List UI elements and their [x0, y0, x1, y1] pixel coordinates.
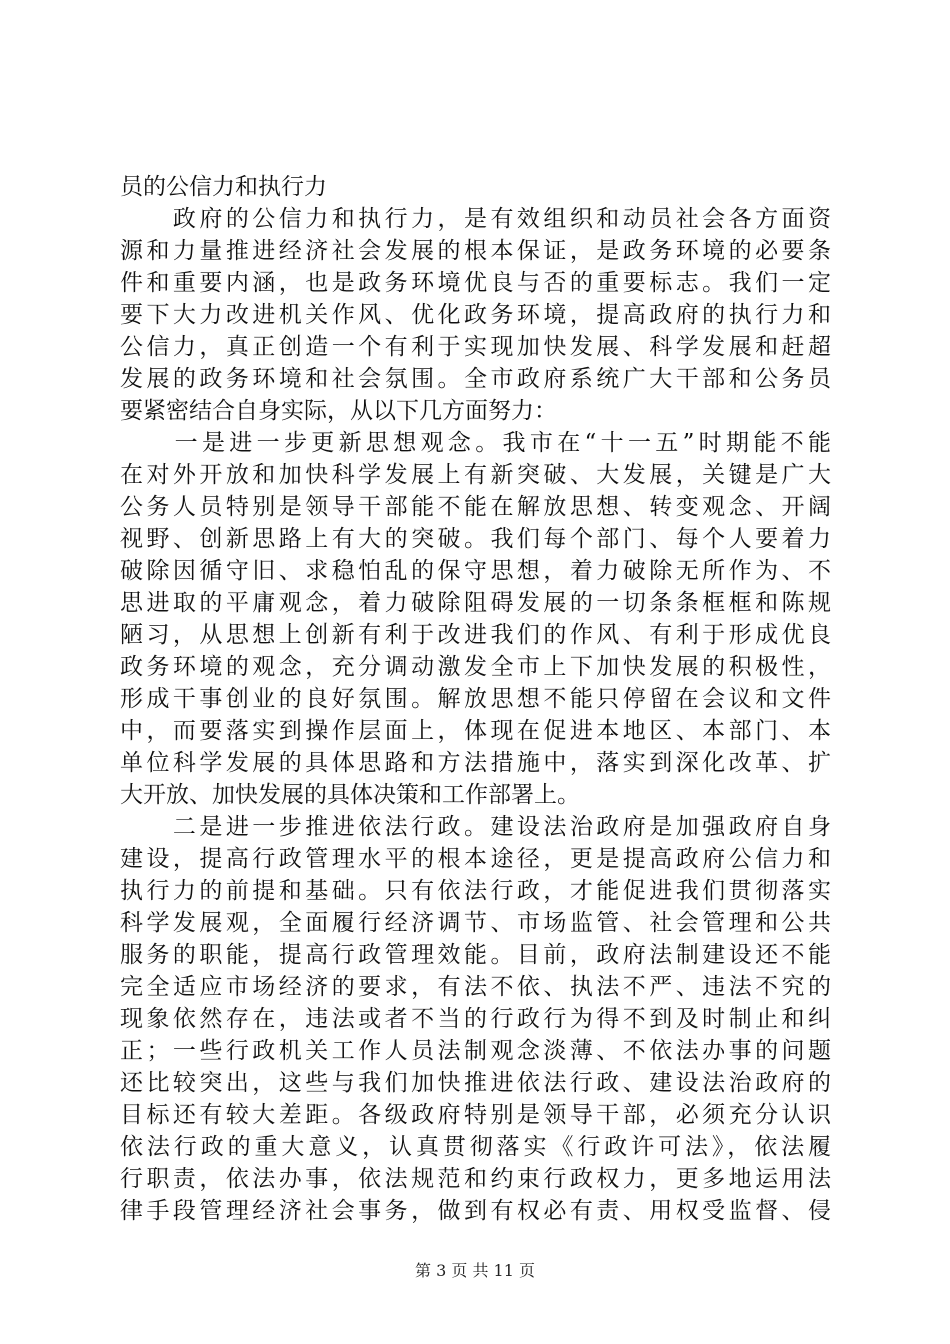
text-line: 源和力量推进经济社会发展的根本保证，是政务环境的必要条	[120, 238, 831, 264]
text-line: 正；一些行政机关工作人员法制观念淡薄、不依法办事的问题	[120, 1038, 831, 1064]
text-line: 单位科学发展的具体思路和方法措施中，落实到深化改革、扩	[120, 750, 831, 776]
text-line: 行职责，依法办事，依法规范和约束行政权力，更多地运用法	[120, 1166, 831, 1192]
text-line: 一是进一步更新思想观念。我市在“十一五”时期能不能	[120, 430, 831, 456]
text-line: 大开放、加快发展的具体决策和工作部署上。	[120, 782, 580, 808]
page-number-footer: 第 3 页 共 11 页	[415, 1261, 535, 1280]
text-line: 思进取的平庸观念，着力破除阻碍发展的一切条条框框和陈规	[120, 590, 831, 616]
text-line: 目标还有较大差距。各级政府特别是领导干部，必须充分认识	[120, 1102, 831, 1128]
text-line: 科学发展观，全面履行经济调节、市场监管、社会管理和公共	[120, 910, 831, 936]
text-line: 要紧密结合自身实际，从以下几方面努力：	[120, 398, 557, 424]
text-line: 律手段管理经济社会事务，做到有权必有责、用权受监督、侵	[120, 1198, 831, 1224]
text-line: 公信力，真正创造一个有利于实现加快发展、科学发展和赶超	[120, 334, 831, 360]
text-line: 在对外开放和加快科学发展上有新突破、大发展，关键是广大	[120, 462, 831, 488]
text-line: 依法行政的重大意义，认真贯彻落实《行政许可法》，依法履	[120, 1134, 831, 1160]
text-line: 公务人员特别是领导干部能不能在解放思想、转变观念、开阔	[120, 494, 831, 520]
text-line: 建设，提高行政管理水平的根本途径，更是提高政府公信力和	[120, 846, 831, 872]
text-line: 件和重要内涵，也是政务环境优良与否的重要标志。我们一定	[120, 270, 831, 296]
text-line: 员的公信力和执行力	[120, 174, 327, 200]
text-line: 二是进一步推进依法行政。建设法治政府是加强政府自身	[120, 814, 831, 840]
text-line: 破除因循守旧、求稳怕乱的保守思想，着力破除无所作为、不	[120, 558, 831, 584]
text-line: 政府的公信力和执行力，是有效组织和动员社会各方面资	[120, 206, 831, 232]
text-line: 现象依然存在，违法或者不当的行政行为得不到及时制止和纠	[120, 1006, 831, 1032]
text-line: 政务环境的观念，充分调动激发全市上下加快发展的积极性，	[120, 654, 831, 680]
text-line: 还比较突出，这些与我们加快推进依法行政、建设法治政府的	[120, 1070, 831, 1096]
text-line: 陋习，从思想上创新有利于改进我们的作风、有利于形成优良	[120, 622, 831, 648]
text-line: 完全适应市场经济的要求，有法不依、执法不严、违法不究的	[120, 974, 831, 1000]
text-line: 中，而要落实到操作层面上，体现在促进本地区、本部门、本	[120, 718, 831, 744]
text-line: 形成干事创业的良好氛围。解放思想不能只停留在会议和文件	[120, 686, 831, 712]
text-line: 发展的政务环境和社会氛围。全市政府系统广大干部和公务员	[120, 366, 831, 392]
text-line: 视野、创新思路上有大的突破。我们每个部门、每个人要着力	[120, 526, 831, 552]
text-line: 服务的职能，提高行政管理效能。目前，政府法制建设还不能	[120, 942, 831, 968]
text-line: 要下大力改进机关作风、优化政务环境，提高政府的执行力和	[120, 302, 831, 328]
text-line: 执行力的前提和基础。只有依法行政，才能促进我们贯彻落实	[120, 878, 831, 904]
document-body	[120, 171, 831, 1227]
